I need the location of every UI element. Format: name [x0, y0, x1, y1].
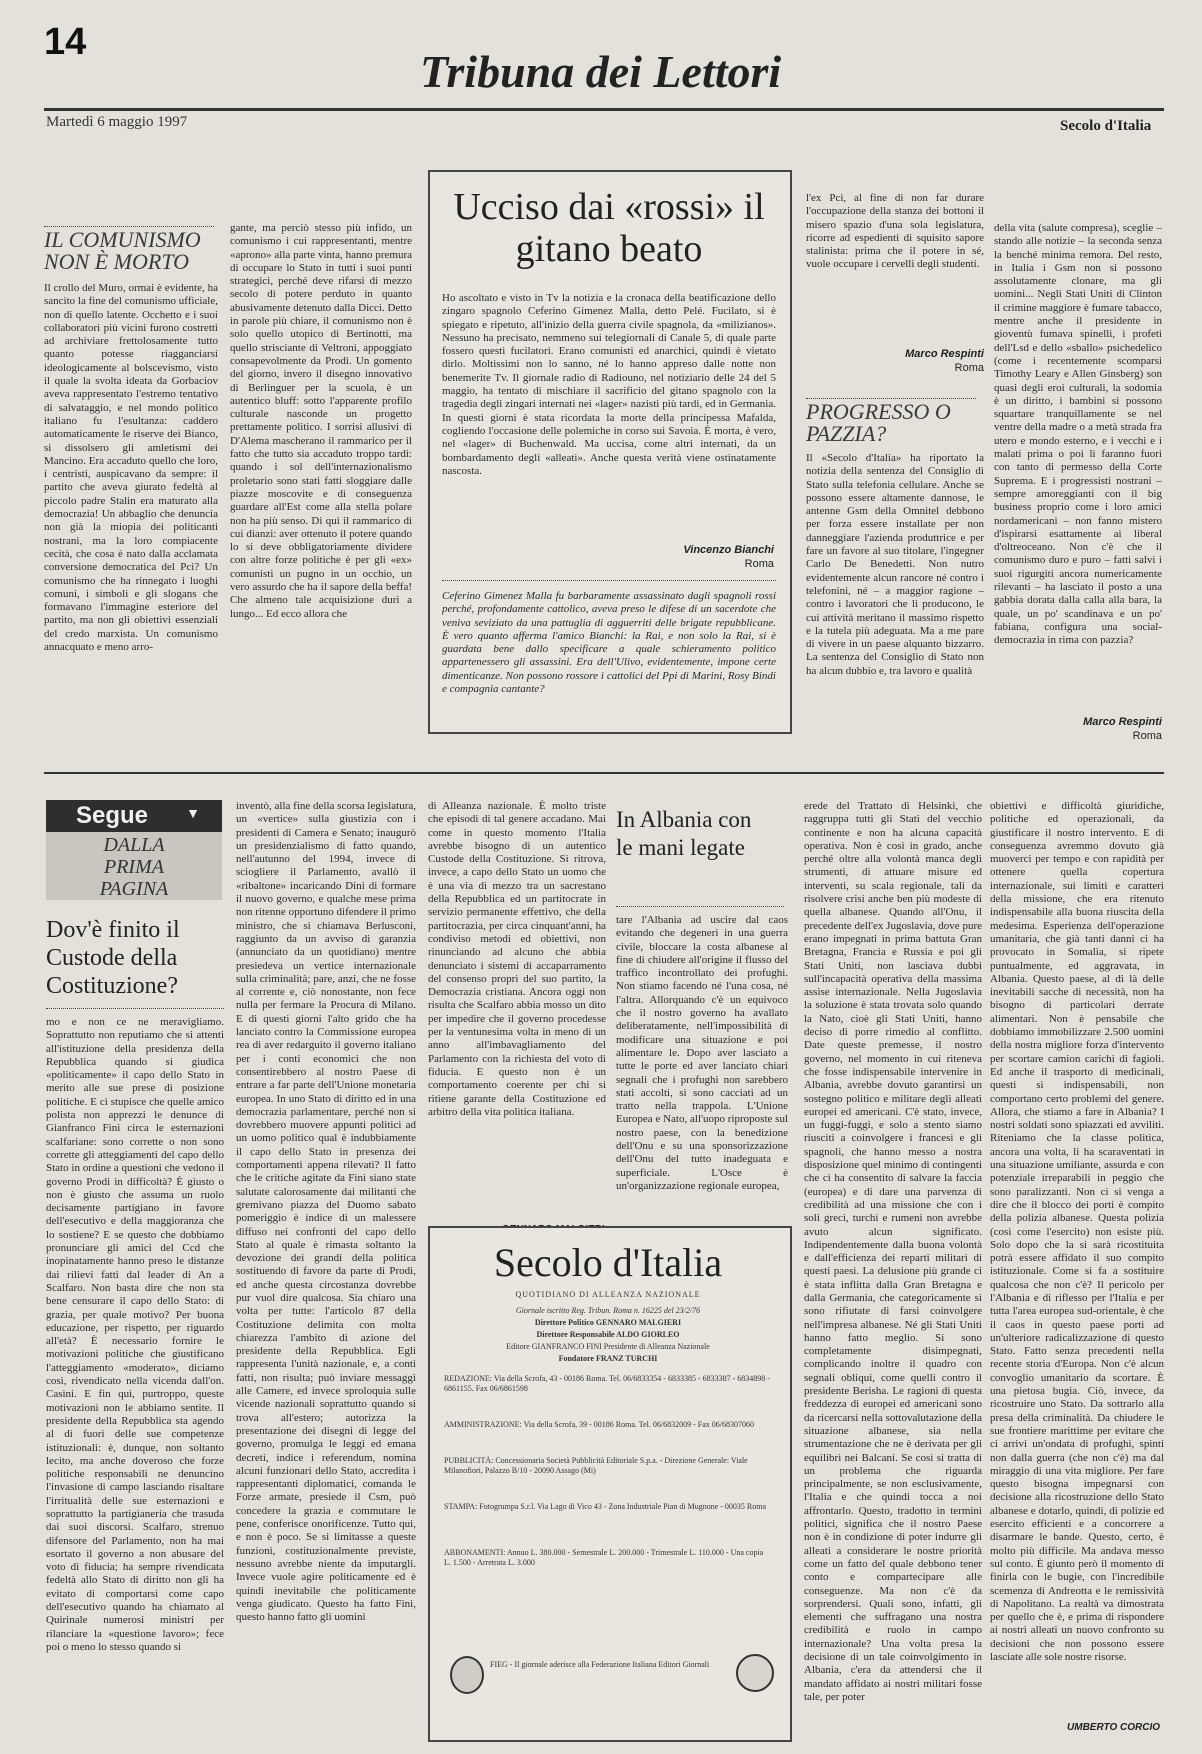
albania-col1: tare l'Albania ad uscire dal caos evitando che degeneri in una guerra civile, bloccare la costa albanese al fine di chiudere all'origine il flusso del traffico incontrollato dei profughi. Non stiamo facendo né l'una cosa, né l'altra. Allorquando c'è un equivoco che il nostro governo ha avallato deliberatamente, nell'impossibilità di modificare una situazione e poi alimentare le. Dopo aver lasciato a tutte le porte ed aver lanciato chiari segnali che i profughi non sarebbero stati accolti, si sono cacciati ad un tratto nella trappola. L'Unione Europea e Nato, all'uopo riproposte sul nostro paese, con la benedizione dell'Onu e su una sponsorizzazione dell'Onu del tutto inadeguata e superficiale. L'Osce è un'organizzazione regionale europea, — [616, 914, 788, 1192]
letter2-body: Ho ascoltato e visto in Tv la notizia e la cronaca della beatificazione dello zingaro spagnolo Ceferino Gimenez Malla, detto Pelé. Fucilato, si è spiegato e ripetuto, all'inizio della guerra civile spagnola, da «milizianos». Nessuno ha precisato, nemmeno sui telegiornali di Canale 5, di quale parte fossero questi fucilatori. Erano comunisti ed anarchici, quindi è vietato dirlo. Moltissimi non lo sanno, né lo hanno appreso dalle notte non benemerite Tv. Il giornale radio di Radiouno, nel notiziario delle 24 del 5 maggio, ha tentato di mischiare il sacrificio del gitano spagnolo con la tragedia degli zingari internati nei «lager» nazisti più tardi, ed in Germania. In questi giorni è stata ricordata la morte della principessa Mafalda, cogliendo l'occasione delle polemiche in corso sui Savoia. È morta, è vero, nel «lager» di Buchenwald. Ma uccisa, come altri internati, da un bombardamento degli «alleati». Anche questa verità viene ostinatamente nascosta. — [442, 292, 776, 477]
letter3-signature: Marco Respinti — [905, 348, 984, 360]
letter3-kicker: PROGRESSO O PAZZIA? — [806, 398, 976, 445]
masthead-line3: Direttore Responsabile ALDO GIORLEO — [536, 1330, 680, 1339]
albania-col2: erede del Trattato di Helsinki, che raggruppa tutti gli Stati del vecchio continente e non ha alcuna capacità operativa. Non è così in grado, anche perché oltre alla volontà manca degli strumenti, di attuare misure ed interventi, su scala regionale, tali da risolvere crisi anche ben più modeste di quella albanese. Quando all'Onu, il precedente dell'ex Jugoslavia, dove pure erano impegnati in prima battuta Gran Bretagna, Francia e Russia e poi gli Stati Uniti, non lasciava dubbi sull'incapacità operativa della massima assise internazionale. Nella Jugoslavia la soluzione è stata trovata solo quando la Nato, cioè gli Stati Uniti, hanno deciso di porre rimedio al conflitto. Date queste premesse, il nostro governo, nel momento in cui riteneva che fosse indispensabile intervenire in Albania, avrebbe dovuto garantirsi un sostegno politico e militare degli alleati europei ed americani. C'è stato, invece, un fuggi-fuggi, e solo a stento siamo riusciti a coinvolgere i francesi e gli spagnoli, che hanno messo a nostra disposizione quel minimo di contingenti che ci ha consentito di salvare la faccia (europea) e di dare una parvenza di credibilità ad una missione che con i soli greci, turchi e rumeni non avrebbe avuto alcun significato. Indipendentemente dalla buona volontà e dall'efficienza dei reparti militari di questi paesi. La delusione più grande ci è stata inflitta dalla Gran Bretagna e dalla Germania, che categoricamente si sono rifiutate di farsi coinvolgere nell'impresa albanese. Né gli Stati Uniti hanno fatto meglio. Si sono completamente disimpegnati, complicando inoltre il quadro con segnali obliqui, come quelli contro il presidente Berisha. Le ragioni di questa freddezza di europei ed americani sono da ricercarsi nella sottovalutazione della situazione albanese, sia nella strumentazione che ne è derivata per gli equilibri nei Balcani. Se così si tratta di un problema che riguarda principalmente, se non esclusivamente, l'Italia e che quindi tocca a noi affrontarlo. Questo, tradotto in termini politici, significa che il nostro Paese non è in condizione di poter indurre gli alleati a considerare le nostre priorità come un fatto del quale debbono tener conto e compartecipare alle conseguenze. Ma non c'è da sorprendersi. Quali sono, infatti, gli elementi che suffragano una nostra credibilità e ruolo in campo internazionale? Una volta presa la decisione di un tale coinvolgimento in Albania, c'era da attendersi che il mandato affidato ai nostri militari fosse tale, per poter — [804, 800, 982, 1703]
segue-col2: inventò, alla fine della scorsa legislatura, un «vertice» sulla giustizia con i presidenti di Camera e Senato; inaugurò un presidenzialismo di fatto quando, nell'autunno del 1994, invece di sciogliere il Parlamento, avallò il «ribaltone» incaricando Dini di formare il nuovo governo, e qualche mese prima non ritenne opportuno difendere il primo ministro, che si chiamava Berlusconi, raggiunto da un avviso di garanzia (annunciato da un quotidiano) mentre presiedeva un vertice internazionale sulla criminalità; pare, anzi, che ne fosse al corrente e, ciò nonostante, non fece nulla per fermare la Procura di Milano. E di questi giorni l'alto grido che ha lanciato contro la Commissione europea rea di aver redarguito il governo italiano per i conti economici che non consentirebbero al nostro Paese di entrare a far parte dell'Unione monetaria europea. In uno Stato di diritto ed in una democrazia parlamentare, perché non si dovrebbero muovere appunti politici ad un uomo politico qual è indubbiamente il capo dello Stato in presenza dei comportamenti appena rilevati? Il fatto che le critiche agitate da Fini siano state salutate calorosamente dai militanti che gremivano piazza del Duomo sabato pomeriggio è indice di un malessere diffuso nei confronti del capo dello Stato al quale è rimasta soltanto la devozione dei grandi della politica sostituendo di favore da parte di Prodi, ed anche questa circostanza dovrebbe pur vuol dire qualcosa. Sia chiaro una volta per tutte: l'articolo 87 della Costituzione delimita con molta chiarezza l'ambito di azione del presidente della Repubblica. Egli rappresenta l'unità nazionale, e, a conti fatti, non risulta; può inviare messaggi alle Camere, ed invece sproloquia sulle vicende nazionali soprattutto quando si trova all'estero; autorizza la presentazione dei disegni di legge del governo, promulga le leggi ed emana decreti, indice i referendum, nomina alcuni funzionari dello Stato, accredita i rappresentanti diplomatici, comanda le Forze armate, presiede il Csm, può concedere la grazia e commutare le pene, conferisce onorificenze. Tutto qui, e non è poco. Se si limitasse a queste funzioni, costituzionalmente previste, nessuno avrebbe niente da imputargli. Invece vuole agire politicamente ed è quindi inevitabile che politicamente venga giudicato. Questo ha fatto Fini, questo hanno fatto gli uomini — [236, 800, 416, 1624]
letter2-reply: Ceferino Gimenez Malla fu barbaramente assassinato dagli spagnoli rossi perché, profondamente cattolico, aveva preso le difese di un sacerdote che veniva seviziato da una pattuglia di agguerriti delle brigate repubblicane. È vero quanto afferma l'amico Bianchi: la Rai, e non solo la Rai, si è guardata bene dallo specificare a quale schieramento politico appartenessero gli assassini. Era dell'Ulivo, evidentemente, impone certe dimenticanze. Non possono rossore i cattolici del Ppi di Marini, Rosy Bindi e compagnia cantante? — [442, 590, 776, 696]
albania-title: In Albania con le mani legate — [616, 807, 752, 860]
masthead-amministrazione: AMMINISTRAZIONE: Via della Scrofa, 39 - 00186 Roma. Tel. 06/6832009 - Fax 06/68307060 — [444, 1420, 754, 1429]
certification-seal-icon — [736, 1654, 774, 1692]
letter2-signature: Vincenzo Bianchi — [683, 544, 774, 556]
letter2-divider — [442, 580, 776, 581]
section-title: Tribuna dei Lettori — [420, 46, 782, 97]
letter1-kicker: IL COMUNISMO NON È MORTO — [44, 226, 214, 273]
segue-subtitle-label: DALLA PRIMA PAGINA — [99, 834, 169, 900]
masthead-name: Secolo d'Italia — [493, 1240, 723, 1285]
albania-signature: UMBERTO CORCIO — [1067, 1722, 1160, 1733]
fieg-logo-icon — [450, 1656, 484, 1694]
masthead-pubblicita: PUBBLICITÀ: Concessionaria Società Pubblicità Editoriale S.p.a. - Direzione Generale: Viale Milanofiori, Palazzo B/10 - 20090 Assago (Mi) — [444, 1456, 748, 1475]
letter3-city: Roma — [954, 362, 984, 374]
albania-divider — [616, 906, 784, 907]
segue-col3: di Alleanza nazionale. È molto triste che episodi di tal genere accadano. Mai come in questo momento l'Italia avrebbe bisogno di un autentico Custode della Costituzione. Si ritrova, invece, a capo dello Stato un uomo che è una via di mezzo tra un sacrestano della Repubblica ed un partitocrate in servizio permanente effettivo, che della partitocrazia, per circa cinquant'anni, ha condiviso metodi ed obiettivi, non rinunciando ad alcuno che abbia denunciato i sistemi di accaparramento del consenso propri del suo partito, la Democrazia cristiana. Ancora oggi non risulta che Scalfaro abbia mosso un dito per impedire che il governo procedesse per la ventunesima volta in meno di un anno all'imbavagliamento del Parlamento con la richiesta del voto di fiducia. E questo non è un comportamento coerente per chi si ritiene garante della Costituzione ed arbitro della vita politica italiana. — [428, 800, 606, 1118]
letter3-col2: della vita (salute compresa), sceglie – stando alle notizie – la seconda senza la benché minima remora. Del resto, in Italia i Gsm non si possono assolutamente clonare, ma gli uomini... Negli Stati Uniti di Clinton il crimine maggiore è fumare tabacco, mentre anche il presidente in gioventù fumava spinelli, i profeti dell'Lsd e dello «sballo» psichedelico (come i recentemente scomparsi Timothy Leary e Allen Ginsberg) son quasi degli eroi culturali, la sodomia è un diritto, i bambini si possono squartare tranquillamente se nel ventre della madre o a metà strada fra utero e mondo esterno, e i vecchi e i malati prima o poi li faranno fuori con tanto di permesso della Corte Suprema. E i progressisti nostrani – sempre amoreggianti con il big business proprio come i loro amici nordamericani – non fanno mistero d'ispirarsi esattamente ai liberal d'oltreoceano. Non c'è che il comunismo duro e puro – fatti salvi i suoi rigurgiti ancora numericamente rilevanti – ha lasciato il posto a una gabbia dorata dalla calla alla bara, la quale, un po' scandinava e un po' fabiana, configura una social-democrazia in rima con pazzia? — [994, 222, 1162, 647]
segue-badge — [46, 800, 222, 832]
masthead-footer: FIEG - Il giornale aderisce alla Federazione Italiana Editori Giornali — [490, 1660, 710, 1669]
masthead-tagline: QUOTIDIANO DI ALLEANZA NAZIONALE — [515, 1290, 701, 1299]
masthead-line2: Direttore Politico GENNARO MALGIERI — [534, 1318, 682, 1327]
masthead-line5: Fondatore FRANZ TURCHI — [558, 1354, 658, 1363]
letter2-title: Ucciso dai «rossi» il gitano beato — [453, 186, 765, 270]
masthead-line4: Editore GIANFRANCO FINI Presidente di Alleanza Nazionale — [506, 1342, 710, 1351]
masthead-redazione: REDAZIONE: Via della Scrofa, 43 - 00186 Roma. Tel. 06/6833354 - 6833385 - 6833387 - 6834898 - 6861155. Fax 06/6861598 — [444, 1374, 770, 1393]
segue-subtitle — [46, 832, 222, 900]
newspaper-name: Secolo d'Italia — [1060, 118, 1152, 134]
section-divider — [44, 772, 1164, 774]
letter3-body2: Il «Secolo d'Italia» ha riportato la notizia della sentenza del Consiglio di Stato sulla telefonia cellulare. Anche se possono essere altamente dannose, le antenne Gsm della Omnitel debbono per forza essere installate per non danneggiare l'azienda produttrice e per fare un favore al suo titolare, l'ingegner Carlo De Benedetti. Non nutro evidentemente alcun rancore né contro i telefonini, né – a maggior ragione – contro i lavoratori che li producono, le cui attività meritano il massimo rispetto e la tutela più adeguata. Ma a me pare di vivere in un paese alquanto bizzarro. La sentenza del Consiglio di Stato non ha alcun dubbio e, tra lavoro e qualità — [806, 452, 984, 677]
segue-title: Dov'è finito il Custode della Costituzione? — [46, 917, 180, 999]
letter1-col1: Il crollo del Muro, ormai è evidente, ha sancito la fine del comunismo ufficiale, non di quello latente. Occhetto e i suoi collaboratori più vicini furono costretti ad archiviare frettolosamente tutto quanto potesse riagganciarsi ideologicamente al bolscevismo, visto il quale la svolta ideata da Gorbaciov aveva rappresentato l'estremo tentativo di salvataggio, e nel mondo politico italiano fu l'esultanza: caddero automaticamente le riserve dei Bianco, si dissolsero gli amletismi dei Mancino. Era accaduto quello che loro, i centristi, auspicavano da sempre: il partito che aveva giurato fedeltà al piccolo padre Stalin era maturato alla democrazia! Un abbaglio che denuncia non già la miopia dei politicanti nostrani, ma la loro compiacente cecità, che cosa è nato dalla acclamata conversione democratica del Pci? Un comunismo che ha rinnegato i luoghi comuni, i simboli e gli slogans che formavano l'immagine esteriore del partito, ma non gli obiettivi essenziali del credo marxista. Un comunismo annacquato e meno arro- — [44, 282, 218, 654]
letter2-city: Roma — [744, 558, 774, 570]
masthead-stampa: STAMPA: Fotogrumpa S.r.l. Via Lago di Vico 43 - Zona Industriale Pian di Mugnone - 00035 Roma — [444, 1502, 767, 1511]
segue-badge-label: Segue — [76, 802, 149, 829]
page-number: 14 — [44, 21, 87, 63]
letter3-body: l'ex Pci, al fine di non far durare l'occupazione della stanza dei bottoni il misero spazio d'una sola legislatura, ricorre ad espedienti di squisito sapore stalinista: prima che il potere in sé, vuole occupare i cervelli degli studenti. — [806, 192, 984, 271]
header-rule — [44, 108, 1164, 111]
chevron-down-icon: ▼ — [186, 807, 200, 822]
masthead-line1: Giornale iscritto Reg. Tribun. Roma n. 16225 del 23/2/76 — [515, 1306, 701, 1315]
segue-col1: mo e non ce ne meravigliamo. Soprattutto non reputiamo che si attenti all'istituzione della presidenza della Repubblica quando si giudica «politicamente» il capo dello Stato in merito alle sue prese di posizione politiche. E ci stupisce che quelle amico polista non apprezzi le denunce di Gianfranco Fini circa le esternazioni scalfariane: sono corrette o non sono corrette gli atteggiamenti del capo dello Stato in ordine a questioni che vedono il governo Prodi in difficoltà? È giusto o non è giusto che assuma un ruolo decisamente partigiano in favore dell'esecutivo e della maggioranza che lo sostiene? E se questo che dobbiamo pronunciare gli amici del Ccd che inopinatamente hanno preso le distanze dai rilievi fatti dal leader di An a Scalfaro. Non basta dire che non sta bene censurare il capo dello Stato: di grazia, per quale motivo? Per buona educazione, per rispetto, per riguardo all'età? È necessario fornire le motivazioni politiche che giustificano l'atteggiamento «moderato», diciamo così, rivendicato nella vicenda dall'on. Casini. E fin qui, purtroppo, queste motivazioni non le abbiamo sentite. Il presidente della Repubblica sta agendo al di fuori delle sue competenze istituzionali: è, dunque, non soltanto lecito, ma anche doveroso che forze politiche responsabili ne denuncino l'invasione di campo lasciando risaltare l'irritualità delle sue esternazioni e soprattutto la partigianeria che trasuda dai suoi discorsi. Scalfaro, strenuo difensore del Parlamento, non ha mai esortato il governo a non abusare del voto di fiducia; ha sempre rivendicata fedeltà allo Stato di diritto non gli ha evitato di comportarsi come capo dell'esecutivo quando ha chiamato al Quirinale numerosi ministri per rilanciare la «questione lavoro»; fece poi o meno lo stesso quando si — [46, 1016, 224, 1653]
masthead-abbonamenti: ABBONAMENTI: Annuo L. 380.000 - Semestrale L. 200.000 - Trimestrale L. 110.000 - Una copia L. 1.500 - Arretrata L. 3.000 — [444, 1548, 764, 1567]
albania-col3: obiettivi e difficoltà giuridiche, politiche ed operazionali, da giustificare il nostro intervento. E di conseguenza avremmo dovuto già muoverci per tempo e con rapidità per ottenere quella copertura internazionale, sui limiti e caratteri della missione, che era ritenuto indispensabile alla buona riuscita della medesima. Esperienza dell'operazione umanitaria, che già tanti danni ci ha provocato in Somalia, si ripete puntualmente, ed aggravata, in Albania. Questo paese, al di là delle inevitabili sacche di necessità, non ha bisogno di particolari derrate alimentari. Non è pensabile che dobbiamo immobilizzare 2.500 uomini della nostra migliore forza d'intervento per scortare camion carichi di fagioli. Ed anche il trasporto di medicinali, questi sì indispensabili, non comportano certo problemi del genere. Allora, che stiamo a fare in Albania? I nostri soldati sono spiazzati ed avviliti. Riteniamo che la classe politica, ancora una volta, li ha scaraventati in una situazione umiliante, assurda e con potenziale irreparabili in peggio che sono paralizzanti. Non ci si venga a dire che il blocco dei porti è compito della polizia albanese. Questa polizia (così come l'esercito) non esiste più. Solo dopo che la si sarà ricostituita potrà essere affidato il suo compito istituzionale. Come si fa a sostituire qualcosa che non c'è? Il pericolo per l'Albania e di riflesso per l'Italia e per tutta l'area europea sud-orientale, è che il caos in questo paese porti ad un'ulteriore radicalizzazione di questo Stato. Fatto senza precedenti nella recente storia d'Europa. Non c'è alcun convoglio umanitario da scortare. È una pietosa bugia. Ciò, invece, da ricostruire uno Stato. Da sottrarlo alla presa della criminalità. Da chiudere le sue frontiere marittime per evitare che ci arrivi un'ondata di profughi, spinti non dalla guerra (che non c'è) ma dal miraggio di una vita migliore. Per fare questo bisogna impegnarsi con decisione alla ricostruzione dello Stato albanese e dotarlo, quindi, di polizie ed esercito efficienti e a concorrere a disarmare le bande. Questo, certo, è molto più difficile. Ma andava messo sul conto. È giunto però il momento di finirla con le bugie, con l'incredibile scemenza di Andreotta e le remissività di Napolitano. La realtà va dimostrata per quello che è, e prima di rispondere ai nostri alleati un nuovo confronto su decisioni che non possono essere lasciate alle sole nostre risorse. — [990, 800, 1164, 1663]
issue-date: Martedì 6 maggio 1997 — [46, 114, 188, 130]
letter4-signature: Marco Respinti — [1083, 716, 1162, 728]
letter1-col2: gante, ma perciò stesso più infido, un comunismo i cui rappresentanti, mentre «aprono» alla parte vinta, hanno premura di occupare lo Stato in tutti i suoi punti strategici, perché deve rifarsi di mezzo secolo di potere perduto in quanto abusivamente detenuto dalla Dicci. Detto in parole più chiare, il comunismo non è solo quello utopico di Bertinotti, ma quello strisciante di Veltroni, appoggiato consapevolmente da Prodi. Un gomento del giorno, invero il disegno innovativo di Berlinguer per la scuola, è un autentico bluff: sotto l'apparente profilo culturale nasconde un progetto prettamente politico. I sorrisi allusivi di D'Alema mascherano il rammarico per il fatto che tutto sia accaduto troppo tardi: quando i sol dell'internazionalismo proletario sono stati fatti sloggiare dalle piazze moscovite e di conseguenza guardare all'Est come alla stella polare non ha più senso. Di qui il rammarico di cui dianzi: aver ottenuto il potere quando lo si deve obbligatoriamente dividere con altre forze politiche è per gli «ex» comunisti un pugno in un occhio, un vero assurdo che ha il sapore della beffa! Che almeno tale acquisizione duri a lungo... Ed ecco allora che — [230, 222, 412, 620]
segue-divider — [46, 1008, 224, 1009]
letter4-city: Roma — [1132, 730, 1162, 742]
